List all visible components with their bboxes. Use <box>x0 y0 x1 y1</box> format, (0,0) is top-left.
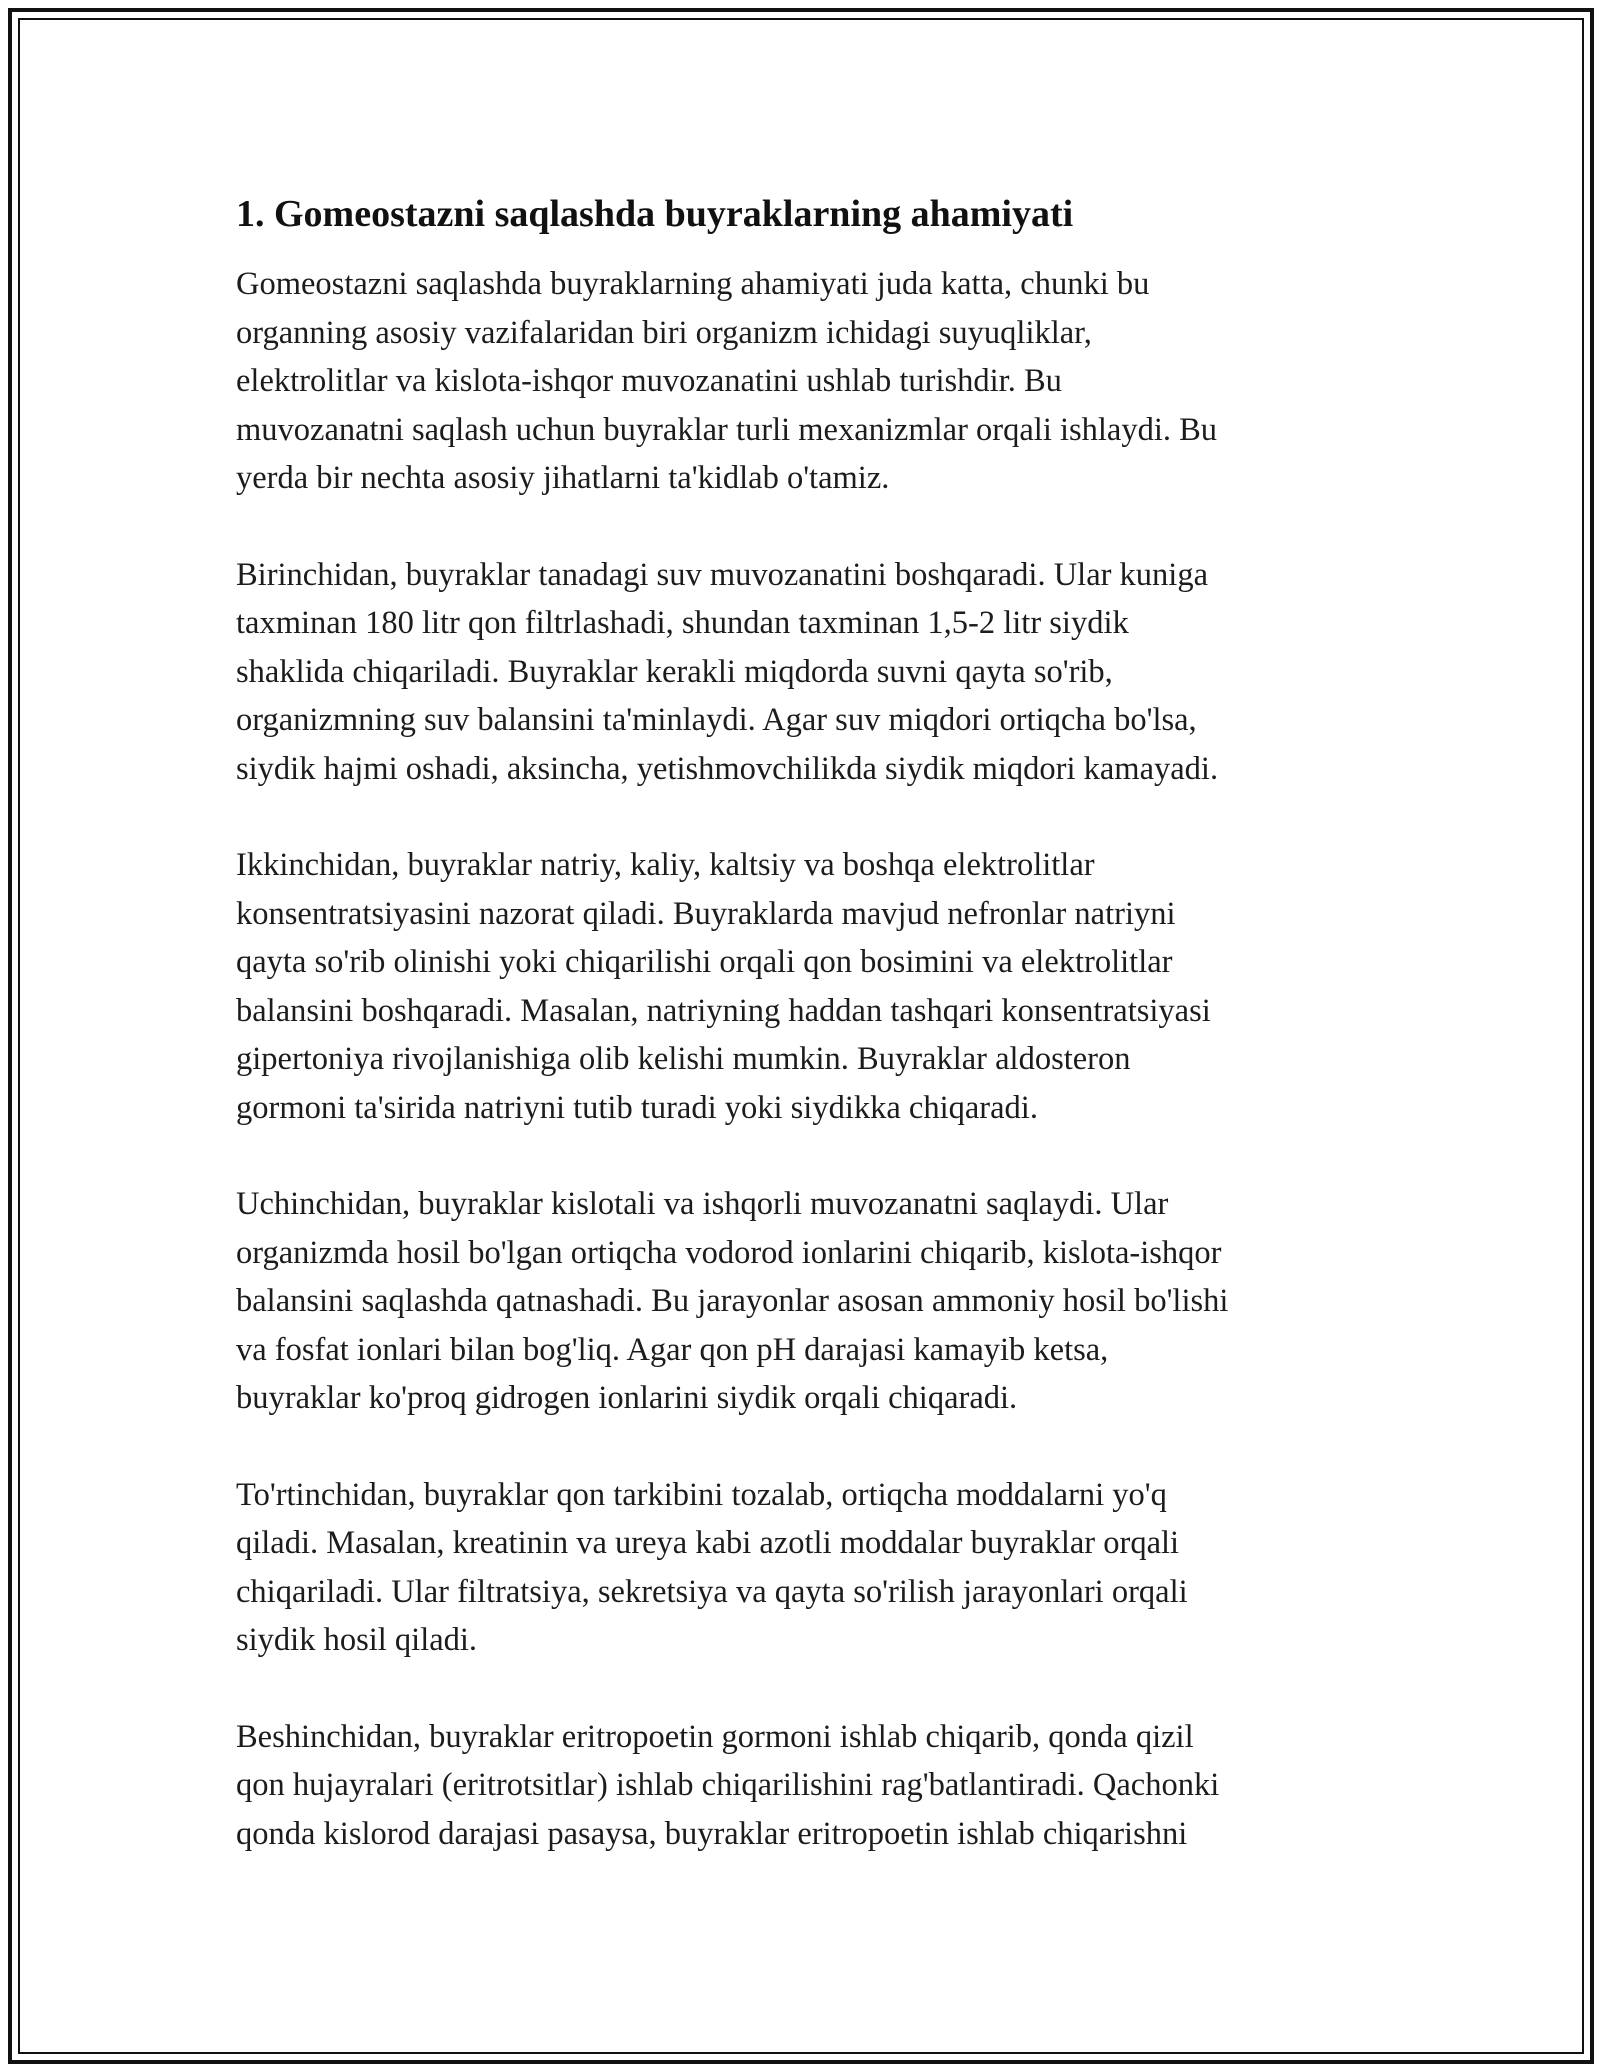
text-line: muvozanatni saqlash uchun buyraklar turli mexanizmlar orqali ishlaydi. Bu <box>236 411 1218 448</box>
text-line: qayta so'rib olinishi yoki chiqarilishi orqali qon bosimini va elektrolitlar <box>236 944 1173 980</box>
text-line: Beshinchidan, buyraklar eritropoetin gormoni ishlab chiqarib, qonda qizil <box>236 1718 1194 1755</box>
text-line: gipertoniya rivojlanishiga olib kelishi mumkin. Buyraklar aldosteron <box>236 1041 1131 1077</box>
text-line: balansini boshqaradi. Masalan, natriyning haddan tashqari konsentratsiyasi <box>236 992 1211 1029</box>
paragraph-first <box>236 551 1366 794</box>
text-line: Birinchidan, buyraklar tanadagi suv muvozanatini boshqaradi. Ular kuniga <box>236 556 1209 593</box>
text-line: chiqariladi. Ular filtratsiya, sekretsiya va qayta so'rilish jarayonlari orqali <box>236 1573 1188 1610</box>
text-line: buyraklar ko'proq gidrogen ionlarini siydik orqali chiqaradi. <box>236 1380 1018 1416</box>
text-line: elektrolitlar va kislota-ishqor muvozanatini ushlab turishdir. Bu <box>236 363 1062 399</box>
text-line: taxminan 180 litr qon filtrlashadi, shundan taxminan 1,5-2 litr siydik <box>236 605 1129 641</box>
text-line: balansini saqlashda qatnashadi. Bu jarayonlar asosan ammoniy hosil bo'lishi <box>236 1283 1229 1319</box>
text-line: qiladi. Masalan, kreatinin va ureya kabi azotli moddalar buyraklar orqali <box>236 1525 1180 1561</box>
text-line: qon hujayralari (eritrotsitlar) ishlab chiqarilishini rag'batlantiradi. Qachonki <box>236 1767 1220 1803</box>
text-line: Ikkinchidan, buyraklar natriy, kaliy, kaltsiy va boshqa elektrolitlar <box>236 847 1095 883</box>
text-line: Uchinchidan, buyraklar kislotali va ishqorli muvozanatni saqlaydi. Ular <box>236 1186 1169 1222</box>
text-line: yerda bir nechta asosiy jihatlarni ta'kidlab o'tamiz. <box>236 460 890 496</box>
paragraph-second <box>236 841 1366 1132</box>
text-line: shaklida chiqariladi. Buyraklar kerakli miqdorda suvni qayta so'rib, <box>236 653 1113 690</box>
text-line: qonda kislorod darajasi pasaysa, buyraklar eritropoetin ishlab chiqarishni <box>236 1815 1188 1852</box>
paragraph-fifth <box>236 1713 1366 1859</box>
text-line: To'rtinchidan, buyraklar qon tarkibini tozalab, ortiqcha moddalarni yo'q <box>236 1476 1167 1513</box>
text-line: siydik hosil qiladi. <box>236 1622 478 1658</box>
document-body <box>236 190 1366 1906</box>
paragraph-fourth <box>236 1471 1366 1665</box>
text-line: organning asosiy vazifalaridan biri organizm ichidagi suyuqliklar, <box>236 314 1092 351</box>
text-line: va fosfat ionlari bilan bog'liq. Agar qon pH darajasi kamayib ketsa, <box>236 1331 1109 1368</box>
text-line: organizmning suv balansini ta'minlaydi. Agar suv miqdori ortiqcha bo'lsa, <box>236 702 1197 738</box>
text-line: konsentratsiyasini nazorat qiladi. Buyraklarda mavjud nefronlar natriyni <box>236 895 1176 932</box>
text-line: Gomeostazni saqlashda buyraklarning ahamiyati juda katta, chunki bu <box>236 266 1150 302</box>
paragraph-third <box>236 1180 1366 1423</box>
text-line: organizmda hosil bo'lgan ortiqcha vodorod ionlarini chiqarib, kislota-ishqor <box>236 1234 1222 1271</box>
paragraph-intro <box>236 260 1366 503</box>
text-line: gormoni ta'sirida natriyni tutib turadi yoki siydikka chiqaradi. <box>236 1089 1038 1126</box>
section-heading: 1. Gomeostazni saqlashda buyraklarning ahamiyati <box>236 193 1074 235</box>
text-line: siydik hajmi oshadi, aksincha, yetishmovchilikda siydik miqdori kamayadi. <box>236 750 1219 787</box>
